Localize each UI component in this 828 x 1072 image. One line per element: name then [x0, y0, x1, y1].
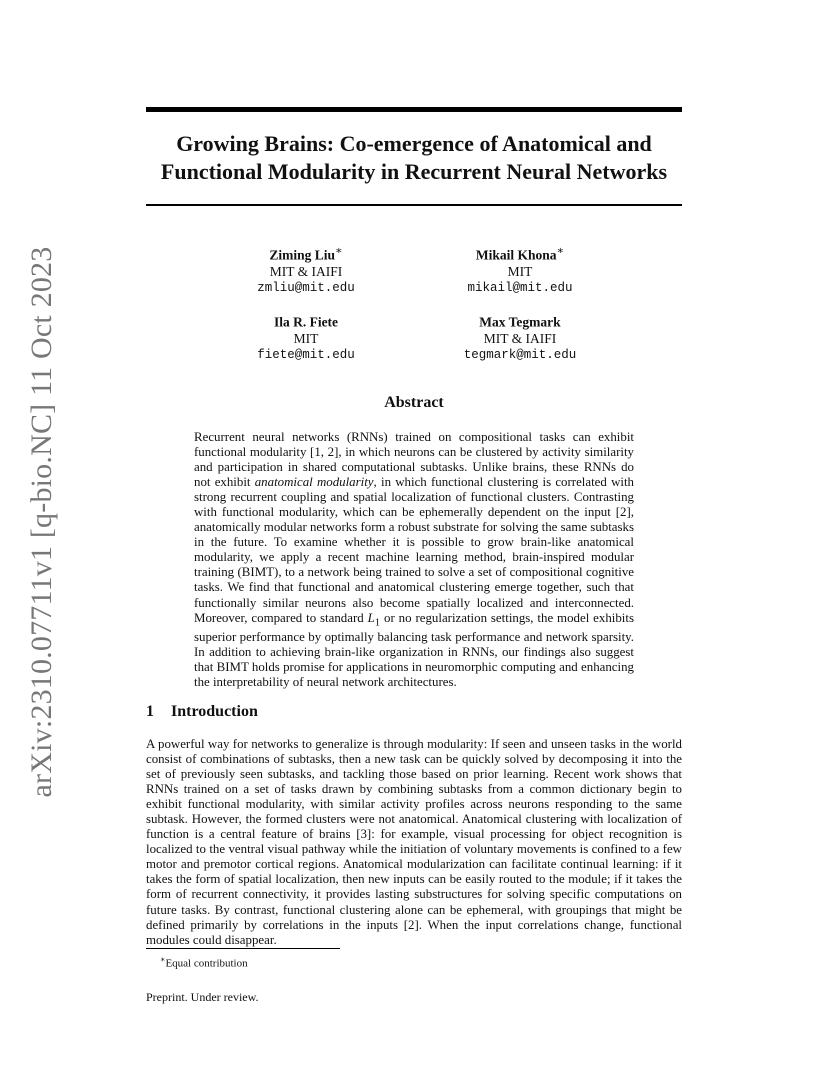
title-bottom-rule: [146, 204, 682, 206]
author-name: Mikail Khona∗: [475, 245, 565, 263]
abstract-heading: Abstract: [384, 394, 444, 411]
author-email: tegmark@mit.edu: [463, 347, 577, 362]
author-email: zmliu@mit.edu: [257, 280, 355, 295]
section-title: Introduction: [171, 703, 258, 720]
author-name: Ila R. Fiete: [273, 314, 339, 330]
author-block: [435, 310, 605, 363]
author-affiliation: MIT: [293, 330, 319, 346]
author-block: [435, 243, 605, 296]
emphasis-text: anatomical modularity: [254, 475, 374, 490]
author-email: mikail@mit.edu: [467, 280, 573, 295]
arxiv-sidebar-identifier: [22, 246, 62, 798]
footnote-rule: [146, 948, 340, 949]
introduction-paragraph: A powerful way for networks to generalize is through modularity: If seen and unseen tasks in the world consist of combinations of subtasks, then a new task can be quickly solved by decomposing it into the set of previously seen subtasks, and tackling those based on prior learning. Recent work shows that RNNs trained on a set of tasks drawn by combining subtasks from a common dictionary begin to exhibit functional modularity, with similar activity profiles across neurons responding to the same subtask. However, the formed clusters were not anatomical. Anatomical clustering with localization of function is a central feature of brains [3]: for example, visual processing for object recognition is localized to the ventral visual pathway while the initiation of voluntary movements is confined to a few motor and premotor cortical regions. Anatomical modularization can facilitate continual learning: if it takes the form of spatial localization, then new inputs can be easily routed to the module; if it takes the form of recurrent connectivity, it provides lasting substructures for solving specific computations on future tasks. By contrast, functional clustering alone can be ephemeral, with groupings that might be defined primarily by correlations in the inputs [2]. When the input correlations change, functional modules could disappear.: [146, 737, 682, 947]
author-block: [221, 310, 391, 363]
author-name: Ziming Liu∗: [269, 245, 343, 263]
title-top-rule: [146, 107, 682, 112]
title-line-1: Growing Brains: Co-emergence of Anatomical and: [176, 131, 652, 156]
author-block: [221, 243, 391, 296]
paper-title: [146, 130, 682, 186]
preprint-notice: Preprint. Under review.: [146, 990, 259, 1004]
author-affiliation: MIT: [507, 263, 533, 279]
author-affiliation: MIT & IAIFI: [269, 263, 343, 279]
section-heading: [146, 703, 258, 721]
author-email: fiete@mit.edu: [257, 347, 355, 362]
arxiv-id-text: arXiv:2310.07711v1 [q-bio.NC] 11 Oct 2023: [25, 246, 58, 798]
abstract-paragraph: Recurrent neural networks (RNNs) trained on compositional tasks can exhibit functional modularity [1, 2], in which neurons can be clustered by activity similarity and participation in shared computational subtasks. Unlike brains, these RNNs do not exhibit anatomical modularity, in which functional clustering is correlated with strong recurrent coupling and spatial localization of functional clusters. Contrasting with functional modularity, which can be ephemerally dependent on the input [2], anatomically modular networks form a robust substrate for solving the same subtasks in the future. To examine whether it is possible to grow brain-like anatomical modularity, we apply a recent machine learning method, brain-inspired modular training (BIMT), to a network being trained to solve a set of compositional cognitive tasks. We find that functional and anatomical clustering emerge together, such that functionally similar neurons also become spatially localized and interconnected. Moreover, compared to standard $L_1$ or no regularization settings, the model exhibits superior performance by optimally balancing task performance and network sparsity. In addition to achieving brain-like organization in RNNs, our findings also suggest that BIMT holds promise for applications in neuromorphic computing and enhancing the interpretability of neural network architectures.: [194, 430, 634, 690]
footnote: ∗Equal contribution: [160, 955, 248, 970]
math-symbol: L: [367, 610, 375, 625]
author-name: Max Tegmark: [479, 314, 561, 330]
author-affiliation: MIT & IAIFI: [483, 330, 557, 346]
section-number: 1: [146, 703, 154, 720]
title-line-2: Functional Modularity in Recurrent Neural Networks: [160, 159, 668, 184]
